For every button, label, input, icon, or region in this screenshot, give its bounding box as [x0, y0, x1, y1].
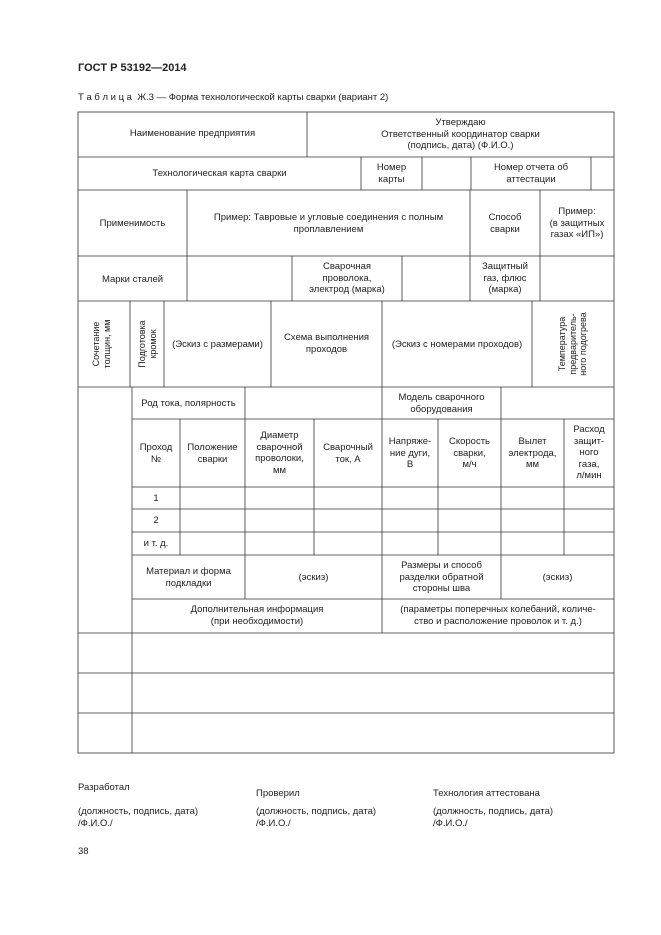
preheat-label: Температура предваритель- ного подогрева	[557, 312, 588, 376]
thickness-label: Сочетание толщин, мм	[91, 319, 112, 369]
table-caption: Т а б л и ц а Ж.3 — Форма технологической карты сварки (вариант 2)	[78, 92, 389, 103]
welding-wire-label: Сварочная проволока, электрод (марка)	[309, 261, 385, 295]
card-number-label: Номер карты	[376, 162, 407, 185]
sketch-back-groove: (эскиз)	[542, 572, 573, 583]
extra-params-label: (параметры поперечных колебаний, количе- ство и расположение проволок и т. д.)	[400, 604, 596, 627]
shielding-gas-label: Защитный газ, флюс (марка)	[482, 261, 528, 295]
row-pass-1: 1	[153, 493, 159, 504]
page-number: 38	[78, 846, 89, 857]
row-pass-2: 2	[153, 515, 159, 526]
checked-label: Проверил	[256, 788, 300, 799]
col-welding-speed: Скорость сварки, м/ч	[448, 436, 491, 470]
backing-label: Материал и форма подкладки	[146, 566, 231, 589]
applicability-label: Применимость	[99, 218, 166, 229]
equipment-label: Модель сварочного оборудования	[398, 392, 485, 415]
col-arc-voltage: Напряже- ние дуги, В	[388, 436, 432, 470]
back-groove-label: Размеры и способ разделки обратной стороны шва	[399, 560, 484, 594]
col-wire-diameter: Диаметр сварочной проволоки, мм	[255, 430, 304, 476]
approve-block: Утверждаю Ответственный координатор сварки (подпись, дата) (Ф.И.О.)	[381, 117, 540, 151]
col-welding-current: Сварочный ток, А	[323, 442, 373, 465]
sketch-passes-label: (Эскиз с номерами проходов)	[391, 339, 523, 350]
steel-grades-label: Марки сталей	[101, 274, 164, 285]
sketch-backing: (эскиз)	[298, 572, 329, 583]
pass-scheme-label: Схема выполнения проходов	[283, 332, 370, 355]
certified-label: Технология аттестована	[433, 788, 540, 799]
tech-card-label: Технологическая карта сварки	[152, 168, 287, 179]
extra-info-label: Дополнительная информация (при необходимости)	[190, 604, 324, 627]
org-name-label: Наименование предприятия	[129, 128, 256, 139]
applicability-example: Пример: Тавровые и угловые соединения с полным проплавлением	[213, 212, 444, 235]
current-polarity-label: Род тока, полярность	[141, 398, 236, 409]
developed-label: Разработал	[78, 782, 130, 793]
checked-sub: (должность, подпись, дата) /Ф.И.О./	[256, 806, 377, 829]
col-gas-flow: Расход защит- ного газа, л/мин	[573, 424, 605, 481]
col-pass: Проход №	[139, 442, 173, 465]
weld-method-label: Способ сварки	[488, 212, 522, 235]
certified-sub: (должность, подпись, дата) /Ф.И.О./	[433, 806, 554, 829]
sketch-dims-label: (Эскиз с размерами)	[172, 339, 263, 350]
document-header: ГОСТ Р 53192—2014	[78, 62, 187, 74]
col-position: Положение сварки	[187, 442, 238, 465]
weld-method-example: Пример: (в защитных газах «ИП»)	[549, 206, 605, 240]
report-number-label: Номер отчета об аттестации	[493, 162, 569, 185]
col-electrode-stickout: Вылет электрода, мм	[508, 436, 557, 470]
developed-sub: (должность, подпись, дата) /Ф.И.О./	[78, 806, 199, 829]
row-pass-etc: и т. д.	[143, 538, 169, 549]
edge-prep-label: Подготовка кромок	[137, 320, 158, 368]
